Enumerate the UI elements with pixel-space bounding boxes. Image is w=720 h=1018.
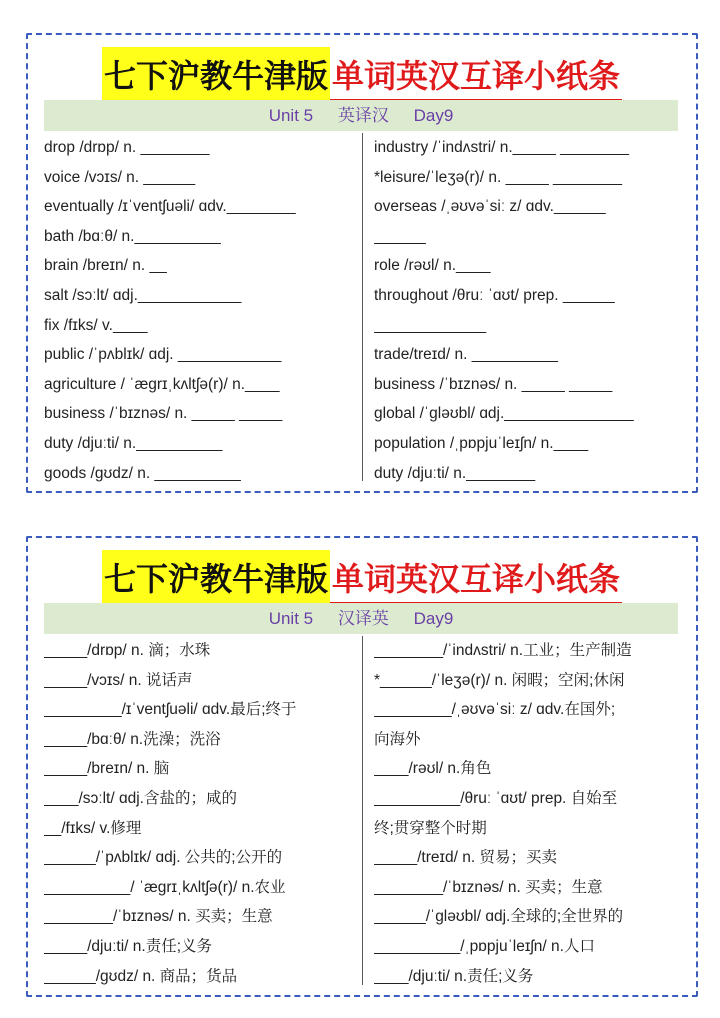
day-label: Day9 — [413, 609, 454, 628]
word-line: salt /sɔːlt/ ɑdj.____________ — [44, 286, 242, 304]
word-line: __________/θruː ˈɑʊt/ prep. 自始至 — [374, 789, 618, 807]
card-english-to-chinese — [26, 33, 698, 493]
word-line: ____/sɔːlt/ ɑdj.含盐的；咸的 — [44, 789, 237, 807]
word-line: 向海外 — [374, 730, 421, 748]
word-line: ______/ˈpʌblɪk/ ɑdj. 公共的;公开的 — [44, 849, 283, 867]
day-label: Day9 — [413, 106, 454, 125]
word-line: population /ˌpɒpjuˈleɪʃn/ n.____ — [374, 434, 589, 452]
word-line: goods /ɡʊdz/ n. __________ — [44, 464, 241, 482]
word-columns — [44, 636, 678, 989]
word-line: industry /ˈindʌstri/ n._____ ________ — [374, 139, 630, 156]
left-word-column — [44, 133, 356, 488]
unit-label: Unit 5 — [268, 609, 314, 628]
word-line: ________/ˈindʌstri/ n.工业；生产制造 — [374, 642, 632, 659]
word-line: overseas /ˌəʊvəˈsiː z/ ɑdv.______ — [374, 198, 606, 216]
word-line: _________/ɪˈventʃuəli/ ɑdv.最后;终于 — [44, 701, 297, 719]
word-line: *leisure/ˈleʒə(r)/ n. _____ ________ — [374, 168, 622, 186]
word-line: ______ — [374, 227, 426, 245]
word-line: duty /djuːti/ n.________ — [374, 464, 536, 482]
column-divider — [362, 133, 363, 481]
word-line: agriculture / ˈæɡrɪˌkʌltʃə(r)/ n.____ — [44, 375, 280, 393]
subtitle-bar — [44, 100, 678, 131]
word-line: _____________ — [374, 316, 487, 334]
word-line: public /ˈpʌblɪk/ ɑdj. ____________ — [44, 346, 282, 364]
word-line: _____/djuːti/ n.责任;义务 — [44, 937, 212, 955]
subtitle-bar — [44, 603, 678, 634]
word-line: ________/ˈbɪznəs/ n. 买卖；生意 — [374, 878, 603, 896]
word-line: _________/ˌəʊvəˈsiː z/ ɑdv.在国外; — [374, 701, 616, 719]
card-title — [28, 550, 696, 600]
word-line: voice /vɔɪs/ n. ______ — [44, 168, 196, 186]
word-line: eventually /ɪˈventʃuəli/ ɑdv.________ — [44, 198, 296, 216]
left-word-column — [44, 636, 356, 991]
right-word-column — [374, 636, 684, 991]
word-line: ____/djuːti/ n.责任;义务 — [374, 967, 534, 985]
title-highlighted: 七下沪教牛津版 — [102, 47, 330, 103]
card-title — [28, 47, 696, 97]
title-red: 单词英汉互译小纸条 — [330, 550, 622, 605]
word-line: brain /breɪn/ n. __ — [44, 257, 167, 275]
word-line: bath /bɑːθ/ n.__________ — [44, 227, 221, 245]
word-line: ______/ˈɡləʊbl/ ɑdj.全球的;全世界的 — [374, 908, 624, 926]
word-line: _____/vɔɪs/ n. 说话声 — [44, 671, 193, 689]
word-columns — [44, 133, 678, 485]
title-highlighted: 七下沪教牛津版 — [102, 550, 330, 606]
word-line: drop /drɒp/ n. ________ — [44, 139, 210, 156]
word-line: role /rəʊl/ n.____ — [374, 257, 491, 275]
word-line: 终;贯穿整个时期 — [374, 819, 487, 837]
card-chinese-to-english — [26, 536, 698, 997]
word-line: __________/ˌpɒpjuˈleɪʃn/ n.人口 — [374, 937, 595, 955]
word-line: _____/drɒp/ n. 滴；水珠 — [44, 642, 211, 659]
word-line: __________/ ˈæɡrɪˌkʌltʃə(r)/ n.农业 — [44, 878, 286, 896]
word-line: ____/rəʊl/ n.角色 — [374, 760, 492, 778]
word-line: *______/ˈleʒə(r)/ n. 闲暇；空闲;休闲 — [374, 671, 625, 689]
word-line: ______/ɡʊdz/ n. 商品；货品 — [44, 967, 238, 985]
word-line: throughout /θruː ˈɑʊt/ prep. ______ — [374, 286, 615, 304]
word-line: _____/breɪn/ n. 脑 — [44, 760, 170, 778]
word-line: ________/ˈbɪznəs/ n. 买卖；生意 — [44, 908, 273, 926]
word-line: duty /djuːti/ n.__________ — [44, 434, 223, 452]
word-line: __/fɪks/ v.修理 — [44, 819, 142, 837]
word-line: global /ˈɡləʊbl/ ɑdj._______________ — [374, 405, 634, 423]
column-divider — [362, 636, 363, 985]
word-line: business /ˈbɪznəs/ n. _____ _____ — [44, 405, 283, 423]
unit-label: Unit 5 — [268, 106, 314, 125]
word-line: _____/treɪd/ n. 贸易；买卖 — [374, 849, 557, 867]
right-word-column — [374, 133, 684, 488]
word-line: fix /fɪks/ v.____ — [44, 316, 148, 334]
word-line: trade/treɪd/ n. __________ — [374, 346, 558, 364]
word-line: _____/bɑːθ/ n.洗澡；洗浴 — [44, 730, 221, 748]
word-line: business /ˈbɪznəs/ n. _____ _____ — [374, 375, 613, 393]
title-red: 单词英汉互译小纸条 — [330, 47, 622, 102]
mode-label: 汉译英 — [337, 609, 389, 628]
mode-label: 英译汉 — [337, 106, 389, 125]
